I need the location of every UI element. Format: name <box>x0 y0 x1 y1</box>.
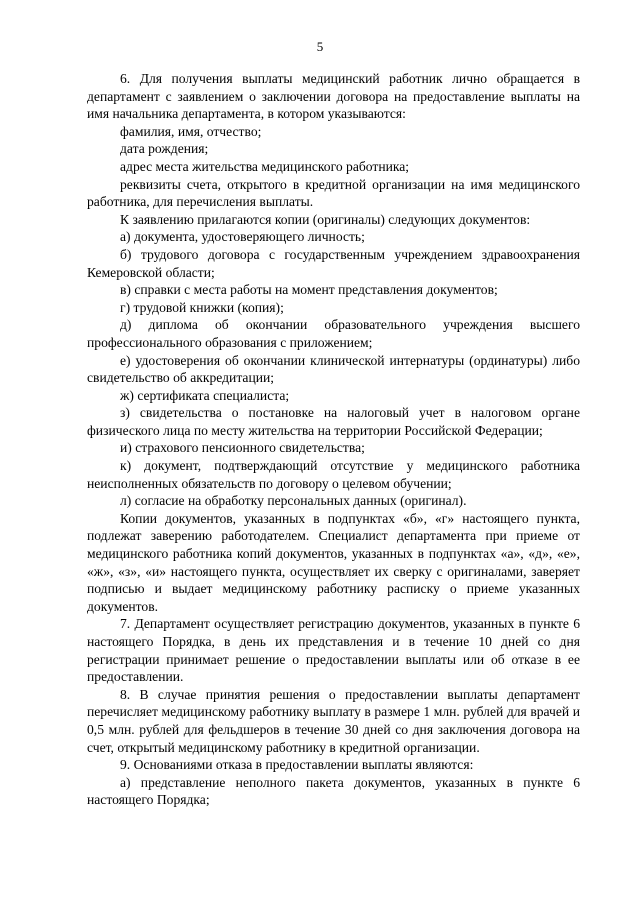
list-item-fio: фамилия, имя, отчество; <box>120 123 262 139</box>
list-item-e: е) удостоверения об окончании клинической интернатуры (ординатуры) либо свидетельство об аккредитации; <box>87 352 580 386</box>
list-item-g: г) трудовой книжки (копия); <box>120 299 284 315</box>
list-item-z: з) свидетельства о постановке на налоговый учет в налоговом органе физического лица по месту жительства на территории Российской Федерации; <box>87 405 580 438</box>
list-item-k: к) документ, подтверждающий отсутствие у медицинского работника неисполненных обязательств по договору о целевом обучении; <box>87 458 580 491</box>
document-body <box>87 70 580 809</box>
list-item-9a: а) представление неполного пакета документов, указанных в пункте 6 настоящего Порядка; <box>87 774 580 808</box>
attachments-intro: К заявлению прилагаются копии (оригиналы) следующих документов: <box>120 211 531 227</box>
page-number: 5 <box>316 39 324 54</box>
list-item-bank-details: реквизиты счета, открытого в кредитной организации на имя медицинского работника, для перечисления выплаты. <box>87 176 580 210</box>
list-item-l: л) согласие на обработку персональных данных (оригинал). <box>120 493 467 509</box>
paragraph-8: 8. В случае принятия решения о предоставлении выплаты департамент перечисляет медицинскому работнику выплату в размере 1 млн. рублей для врачей и 0,5 млн. рублей для фельдшеров в течение 30 дней со дня заключения договора на счет, открытый медицинскому работнику в кредитной организации. <box>87 686 580 755</box>
copies-paragraph: Копии документов, указанных в подпунктах «б», «г» настоящего пункта, подлежат заверению работодателем. Специалист департамента при приеме от медицинского работника копий документов, указанных в подпунктах «а», «д», «е», «ж», «з», «и» настоящего пункта, осуществляет их сверку с оригиналами, заверяет подписью и выдает медицинскому работнику расписку о приеме указанных документов. <box>87 510 580 614</box>
list-item-a: а) документа, удостоверяющего личность; <box>120 229 365 245</box>
paragraph-9: 9. Основаниями отказа в предоставлении выплаты являются: <box>120 757 474 773</box>
paragraph-7: 7. Департамент осуществляет регистрацию документов, указанных в пункте 6 настоящего Порядка, в день их представления и в течение 10 дней со дня регистрации принимает решение о предоставлении выплаты или об отказе в ее предоставлении. <box>87 616 580 685</box>
list-item-d: д) диплома об окончании образовательного учреждения высшего профессионального образования с приложением; <box>87 317 580 350</box>
list-item-address: адрес места жительства медицинского работника; <box>120 158 410 174</box>
list-item-i: и) страхового пенсионного свидетельства; <box>120 440 365 456</box>
list-item-zh: ж) сертификата специалиста; <box>120 387 290 403</box>
paragraph-6: 6. Для получения выплаты медицинский работник лично обращается в департамент с заявлением о заключении договора на предоставление выплаты на имя начальника департамента, в котором указываются: <box>87 71 580 122</box>
list-item-v: в) справки с места работы на момент представления документов; <box>120 282 498 298</box>
list-item-birthdate: дата рождения; <box>120 141 209 157</box>
list-item-b: б) трудового договора с государственным учреждением здравоохранения Кемеровской области; <box>87 246 580 280</box>
